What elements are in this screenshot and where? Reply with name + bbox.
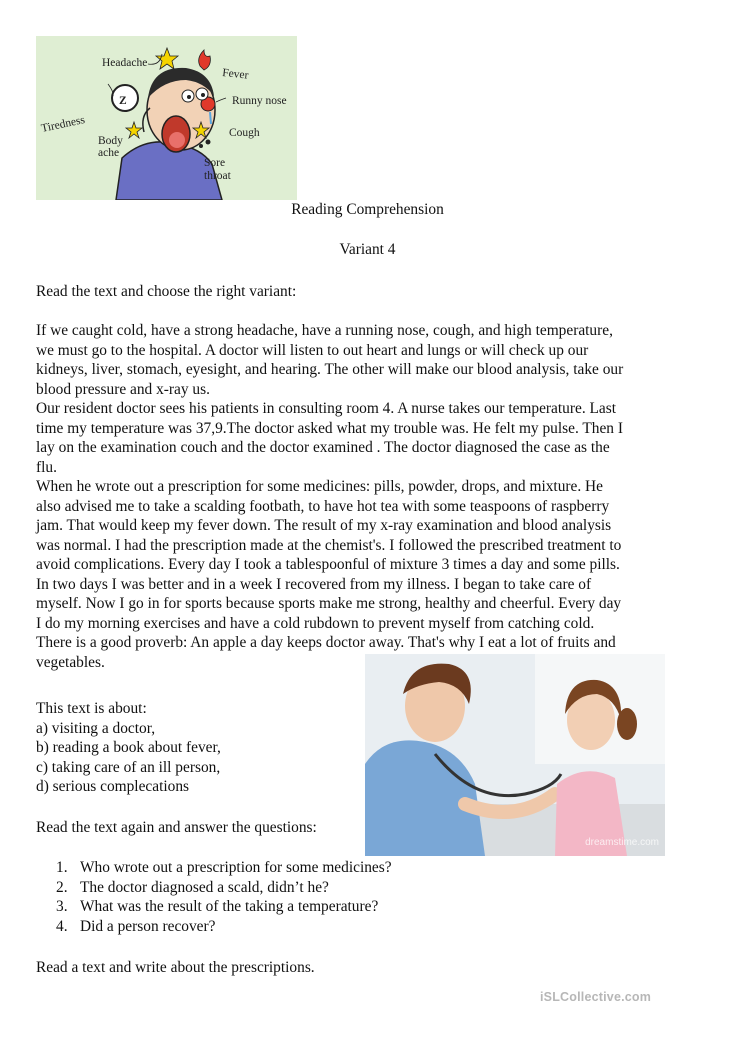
pupil-right-shape (201, 93, 205, 97)
label-cough: Cough (229, 127, 260, 139)
label-headache: Headache (102, 57, 148, 69)
cough-dot-shape (206, 140, 211, 145)
question-item (56, 858, 392, 878)
text-line: I do my morning exercises and have a cold rubdown to prevent myself from catching cold. (36, 615, 595, 632)
label-throat: throat (204, 170, 231, 182)
arrow-shape (148, 54, 162, 64)
runny-drip-shape (210, 112, 211, 124)
page-title: Reading Comprehension (291, 201, 444, 218)
question-number: 3. (56, 898, 68, 915)
text-line: we must go to the hospital. A doctor will listen to out heart and lungs or will check up our (36, 342, 589, 359)
label-tiredness: Tiredness (40, 113, 86, 135)
quiz-option-c: c) taking care of an ill person, (36, 759, 221, 776)
text-line: If we caught cold, have a strong headache, have a running nose, cough, and high temperature, (36, 322, 613, 339)
photo-watermark: dreamstime.com (585, 836, 659, 848)
instruction-choose: Read the text and choose the right variant: (36, 283, 297, 300)
quiz-option-b: b) reading a book about fever, (36, 739, 221, 756)
text-line: blood pressure and x-ray us. (36, 381, 210, 398)
label-sore: Sore (204, 157, 226, 169)
doctor-child-drawing (365, 654, 665, 856)
text-line: In two days I was better and in a week I recovered from my illness. I began to take care of (36, 576, 592, 593)
label-fever: Fever (221, 67, 249, 82)
sick-man-drawing (36, 36, 297, 200)
quiz-prompt: This text is about: (36, 700, 147, 717)
text-line: myself. Now I go in for sports because sports make me strong, healthy and cheerful. Every day (36, 595, 622, 612)
question-list (56, 858, 392, 936)
tongue-shape (169, 132, 185, 148)
star-icon (126, 122, 142, 138)
label-body: Body (98, 135, 123, 147)
question-number: 1. (56, 859, 68, 876)
star-icon (156, 48, 178, 69)
text-line: jam. That would keep my fever down. The result of my x-ray examination and blood analysis (36, 517, 612, 534)
text-line: time my temperature was 37,9.The doctor asked what my trouble was. He felt my pulse. Then I (36, 420, 623, 437)
question-text: The doctor diagnosed a scald, didn’t he? (80, 878, 329, 896)
pupil-left-shape (187, 95, 191, 99)
text-line: When he wrote out a prescription for some medicines: pills, powder, drops, and mixture. He (36, 478, 603, 495)
question-item (56, 917, 392, 937)
site-watermark: iSLCollective.com (540, 990, 652, 1004)
question-text: What was the result of the taking a temperature? (80, 898, 379, 915)
question-number: 4. (56, 917, 68, 935)
arrow-shape (216, 98, 226, 102)
question-text: Did a person recover? (80, 917, 216, 935)
text-line: also advised me to take a scalding footbath, to have hot tea with some teaspoons of raspberry (36, 498, 610, 515)
quiz-option-a: a) visiting a doctor, (36, 720, 156, 737)
text-line: vegetables. (36, 654, 105, 671)
z-letter: Z (119, 95, 127, 107)
flame-icon (199, 50, 211, 70)
text-line: avoid complications. Every day I took a tablespoonful of mixture 3 times a day and some pills. (36, 556, 620, 573)
quiz-option-d: d) serious complecations (36, 778, 190, 795)
text-line: There is a good proverb: An apple a day keeps doctor away. That's why I eat a lot of fruits and (36, 634, 616, 651)
sick-man-illustration (36, 36, 297, 200)
label-runny-nose: Runny nose (232, 95, 287, 107)
label-ache: ache (98, 147, 120, 159)
text-line: kidneys, liver, stomach, eyesight, and hearing. The other will make our blood analysis, take our (36, 361, 624, 378)
instruction-answer: Read the text again and answer the questions: (36, 819, 317, 836)
instruction-write: Read a text and write about the prescriptions. (36, 959, 315, 976)
doctor-child-photo (365, 654, 665, 856)
text-line: flu. (36, 459, 57, 476)
question-item (56, 897, 392, 917)
question-item (56, 878, 392, 898)
question-number: 2. (56, 878, 68, 896)
question-text: Who wrote out a prescription for some medicines? (80, 859, 392, 876)
cough-dot-shape (199, 144, 203, 148)
text-line: was normal. I had the prescription made at the chemist's. I followed the prescribed treatment to (36, 537, 622, 554)
variant-label: Variant 4 (339, 241, 396, 258)
child-ponytail-shape (617, 708, 637, 740)
text-line: lay on the examination couch and the doctor examined . The doctor diagnosed the case as the (36, 439, 610, 456)
text-line: Our resident doctor sees his patients in consulting room 4. A nurse takes our temperature. Last (36, 400, 617, 417)
